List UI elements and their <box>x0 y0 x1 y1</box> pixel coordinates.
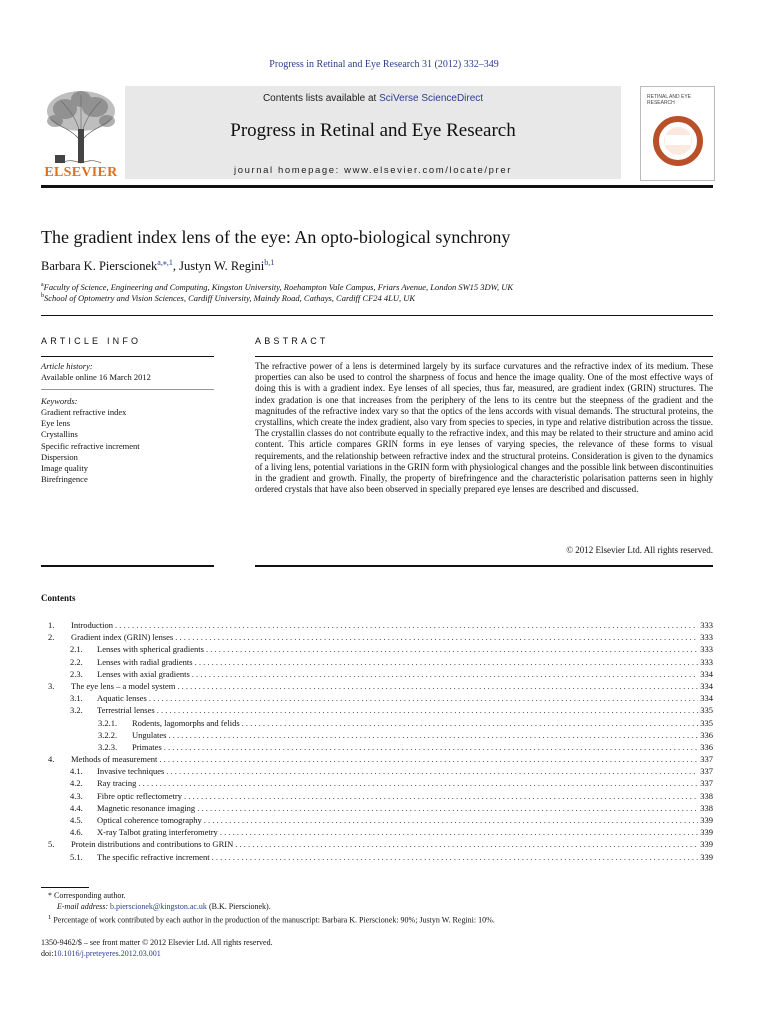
toc-title[interactable]: Ray tracing <box>97 778 137 789</box>
toc-page[interactable]: 335 <box>700 717 713 728</box>
toc-page[interactable]: 339 <box>700 827 713 838</box>
toc-title[interactable]: Lenses with spherical gradients <box>97 644 204 655</box>
toc-entry[interactable] <box>41 717 713 729</box>
email-link[interactable]: b.pierscionek@kingston.ac.uk <box>110 902 207 911</box>
email-suffix: (B.K. Pierscionek). <box>208 902 271 911</box>
keyword: Crystallins <box>41 429 78 440</box>
toc-title[interactable]: Gradient index (GRIN) lenses <box>71 632 174 643</box>
toc-page[interactable]: 333 <box>700 644 713 655</box>
toc-number: 4.1. <box>70 766 83 777</box>
toc-number: 5. <box>48 839 55 850</box>
toc-title[interactable]: Methods of measurement <box>71 754 158 765</box>
issn-line: 1350-9462/$ – see front matter © 2012 Elsevier Ltd. All rights reserved. <box>41 938 273 947</box>
doi-prefix: doi: <box>41 949 54 958</box>
toc-title[interactable]: Rodents, lagomorphs and felids <box>132 717 240 728</box>
toc-leader <box>235 838 698 850</box>
history-value: Available online 16 March 2012 <box>41 372 151 382</box>
author-separator-regini[interactable]: , Justyn W. Regini <box>172 259 265 274</box>
toc-page[interactable]: 338 <box>700 790 713 801</box>
toc-leader <box>184 790 698 802</box>
keyword: Dispersion <box>41 451 78 462</box>
affiliation-b-marker: b <box>41 293 44 300</box>
toc-title[interactable]: Ungulates <box>132 729 167 740</box>
toc-entry[interactable] <box>41 765 713 777</box>
keywords-label: Keywords: <box>41 396 78 406</box>
toc-title[interactable]: Optical coherence tomography <box>97 815 202 825</box>
toc-entry[interactable] <box>41 790 713 802</box>
article-info-bottom-rule <box>41 565 214 567</box>
contents-heading: Contents <box>41 593 76 603</box>
toc-entry[interactable] <box>41 777 713 789</box>
toc-page[interactable]: 339 <box>700 839 713 850</box>
journal-homepage[interactable]: journal homepage: www.elsevier.com/locate/prer <box>234 165 512 176</box>
tree-icon <box>41 89 121 165</box>
toc-page[interactable]: 333 <box>700 656 713 667</box>
affiliation-b-text: School of Optometry and Vision Sciences, Cardiff University, Maindy Road, Cathays, Cardiff CF24 4LU, UK <box>44 293 416 303</box>
running-citation: Progress in Retinal and Eye Research 31 (2012) 332–349 <box>269 59 499 70</box>
toc-entry[interactable] <box>41 838 713 850</box>
article-info-heading: ARTICLE INFO <box>41 336 142 346</box>
toc-title[interactable]: Lenses with radial gradients <box>97 656 193 667</box>
toc-title[interactable]: Primates <box>132 741 162 752</box>
toc-page[interactable]: 333 <box>700 632 713 643</box>
toc-entry[interactable] <box>41 680 713 692</box>
toc-number: 2.2. <box>70 656 83 667</box>
toc-number: 2.3. <box>70 668 83 679</box>
elsevier-logo <box>41 89 121 181</box>
affiliation-a-text: Faculty of Science, Engineering and Computing, Kingston University, Roehampton Vale Campus, Friars Avenue, London SW15 3DW, UK <box>43 282 514 292</box>
journal-title: Progress in Retinal and Eye Research <box>230 120 516 141</box>
toc-leader <box>138 777 698 789</box>
toc-leader <box>212 851 699 863</box>
abstract-rule <box>255 356 713 357</box>
toc-number: 1. <box>48 620 55 630</box>
cover-title: RETINAL AND EYE RESEARCH <box>647 94 691 106</box>
toc-number: 4.6. <box>70 827 83 838</box>
toc-page[interactable]: 336 <box>700 741 713 752</box>
toc-entry[interactable] <box>41 802 713 814</box>
toc-leader <box>204 814 698 826</box>
contents-prefix: Contents lists available at <box>262 93 377 104</box>
footnote-marker: * <box>48 891 52 900</box>
toc-page[interactable]: 336 <box>700 729 713 740</box>
toc-number: 4.3. <box>70 790 83 801</box>
toc-entry[interactable] <box>41 826 713 838</box>
toc-title[interactable]: Magnetic resonance imaging <box>97 802 196 813</box>
toc-number: 2. <box>48 632 55 643</box>
toc-number: 4.5. <box>70 815 83 825</box>
doi-line <box>41 949 161 958</box>
section-rule <box>41 315 713 316</box>
toc-number: 5.1. <box>70 851 83 862</box>
toc-leader <box>149 692 698 704</box>
toc-number: 3.2.2. <box>98 729 118 740</box>
toc-title[interactable]: The specific refractive increment <box>97 851 210 862</box>
toc-leader <box>168 729 698 741</box>
toc-title[interactable]: Invasive techniques <box>97 766 165 777</box>
author2-affiliation-marks[interactable]: b,1 <box>264 258 275 267</box>
toc-leader <box>166 765 698 777</box>
affiliation-a <box>41 282 513 292</box>
toc-entry[interactable] <box>41 814 713 826</box>
toc-page[interactable]: 339 <box>700 815 713 825</box>
toc-title[interactable]: Terrestrial lenses <box>97 705 155 716</box>
history-rule <box>41 389 214 390</box>
toc-number: 4.2. <box>70 778 83 789</box>
toc-number: 2.1. <box>70 644 83 655</box>
history-label: Article history: <box>41 361 93 371</box>
toc-page[interactable]: 338 <box>700 802 713 813</box>
toc-number: 3.2.3. <box>98 741 118 752</box>
publisher-wordmark: ELSEVIER <box>44 165 118 180</box>
table-of-contents <box>41 619 713 863</box>
doi-link[interactable]: 10.1016/j.preteyeres.2012.03.001 <box>53 949 161 958</box>
author-list <box>41 258 274 274</box>
toc-number: 4.4. <box>70 802 83 813</box>
footnote-contribution-text: Percentage of work contributed by each author in the production of the manuscript: Barbara K. Pierscionek: 90%; Justyn W. Regini: 10%. <box>53 915 495 925</box>
abstract-copyright: © 2012 Elsevier Ltd. All rights reserved. <box>566 545 713 555</box>
toc-number: 3.2.1. <box>98 717 118 728</box>
toc-entry[interactable] <box>41 668 713 680</box>
toc-page[interactable]: 335 <box>700 705 713 716</box>
toc-leader <box>164 741 699 753</box>
toc-leader <box>175 631 698 643</box>
toc-page[interactable]: 334 <box>700 668 713 679</box>
journal-cover-thumbnail[interactable] <box>640 86 715 181</box>
toc-number: 4. <box>48 754 55 765</box>
toc-number: 3.2. <box>70 705 83 716</box>
footnote-contribution <box>48 913 495 926</box>
toc-title[interactable]: Aquatic lenses <box>97 693 147 704</box>
article-title: The gradient index lens of the eye: An opto-biological synchrony <box>41 227 511 247</box>
toc-page[interactable]: 339 <box>700 851 713 862</box>
toc-page[interactable]: 333 <box>700 620 713 630</box>
affiliation-a-marker: a <box>41 282 44 289</box>
toc-page[interactable]: 334 <box>700 680 713 691</box>
author1-affiliation-marks[interactable]: a,⁎,1 <box>157 258 173 267</box>
toc-leader <box>242 717 699 729</box>
author-pierscionek[interactable]: Barbara K. Pierscionek <box>41 259 158 274</box>
toc-title[interactable]: Fibre optic reflectometry <box>97 790 182 801</box>
toc-entry[interactable] <box>41 851 713 863</box>
cover-eye-icon <box>651 113 705 173</box>
toc-page[interactable]: 337 <box>700 754 713 765</box>
toc-leader <box>159 753 698 765</box>
toc-entry[interactable] <box>41 631 713 643</box>
toc-page[interactable]: 334 <box>700 693 713 704</box>
footnote-email <box>57 902 271 913</box>
toc-page[interactable]: 337 <box>700 778 713 789</box>
keyword: Gradient refractive index <box>41 407 127 417</box>
toc-entry[interactable] <box>41 692 713 704</box>
toc-leader <box>197 802 698 814</box>
toc-title[interactable]: The eye lens – a model system <box>71 680 176 691</box>
toc-page[interactable]: 337 <box>700 766 713 777</box>
abstract-bottom-rule <box>255 565 713 567</box>
toc-title[interactable]: Lenses with axial gradients <box>97 668 190 679</box>
keyword-list <box>41 407 140 485</box>
toc-entry[interactable] <box>41 741 713 753</box>
affiliation-b <box>41 293 415 303</box>
email-label: E-mail address: <box>57 902 109 911</box>
footnote-corresponding-text: Corresponding author. <box>54 891 126 900</box>
toc-leader <box>192 668 698 680</box>
keyword: Image quality <box>41 462 88 473</box>
article-info-rule <box>41 356 214 357</box>
toc-leader <box>157 704 699 716</box>
abstract-heading: ABSTRACT <box>255 336 329 346</box>
toc-leader <box>195 656 699 668</box>
keyword: Birefringence <box>41 474 88 485</box>
keyword: Eye lens <box>41 418 71 429</box>
toc-leader <box>177 680 698 692</box>
toc-entry[interactable] <box>41 656 713 668</box>
contents-availability <box>125 93 621 104</box>
footnote-rule <box>41 887 89 888</box>
toc-entry[interactable] <box>41 753 713 765</box>
toc-entry[interactable] <box>41 643 713 655</box>
footnote-marker: 1 <box>48 914 52 921</box>
toc-entry[interactable] <box>41 704 713 716</box>
toc-title[interactable]: Protein distributions and contributions to GRIN <box>71 839 234 850</box>
toc-entry[interactable] <box>41 729 713 741</box>
toc-number: 3.1. <box>70 693 83 704</box>
keyword: Specific refractive increment <box>41 440 140 451</box>
sciencedirect-link[interactable]: SciVerse ScienceDirect <box>379 93 484 104</box>
toc-leader <box>220 826 698 838</box>
header-rule <box>41 185 713 188</box>
toc-leader <box>206 643 698 655</box>
toc-title[interactable]: X-ray Talbot grating interferometry <box>97 827 218 838</box>
toc-number: 3. <box>48 680 55 691</box>
toc-leader <box>115 619 698 631</box>
toc-title[interactable]: Introduction <box>71 620 114 630</box>
abstract-text: The refractive power of a lens is determined largely by its surface curvatures and the refractive index of its medium. These properties can also be used to control the sharpness of focus and hence the image quality. One of the most effective ways of doing this is with a gradient index. Eye lenses of all species, thus far, measured, are gradient index (GRIN) structures. The index gradation is one that increases from the periphery of the lens to its centre but the steepness of the gradient and the magnitudes of the refractive index vary so that the optics of the lens accords with visual demands. The structural proteins, the crystallins, which create the index gradient, also vary from species to species, in type and relative distribution across the tissue. The crystallin classes do not contribute equally to the refractive index, and this may be related to their structure and amino acid content. This article compares GRIN forms in eye lenses of varying species, the relevance of these forms to visual requirements, and the relationship between refractive index and the structural proteins. Consideration is given to the dynamics of a living lens, potential variations in the GRIN form with physiological changes and the possible link between discontinuities in the gradient and growth. Finally, the property of birefringence and the characteristic polarisation patterns seen in highly ordered crystals that have also been observed in specially prepared eye lenses are described and discussed. <box>255 361 713 495</box>
toc-entry[interactable] <box>41 619 713 631</box>
footnote-corresponding <box>48 891 126 902</box>
